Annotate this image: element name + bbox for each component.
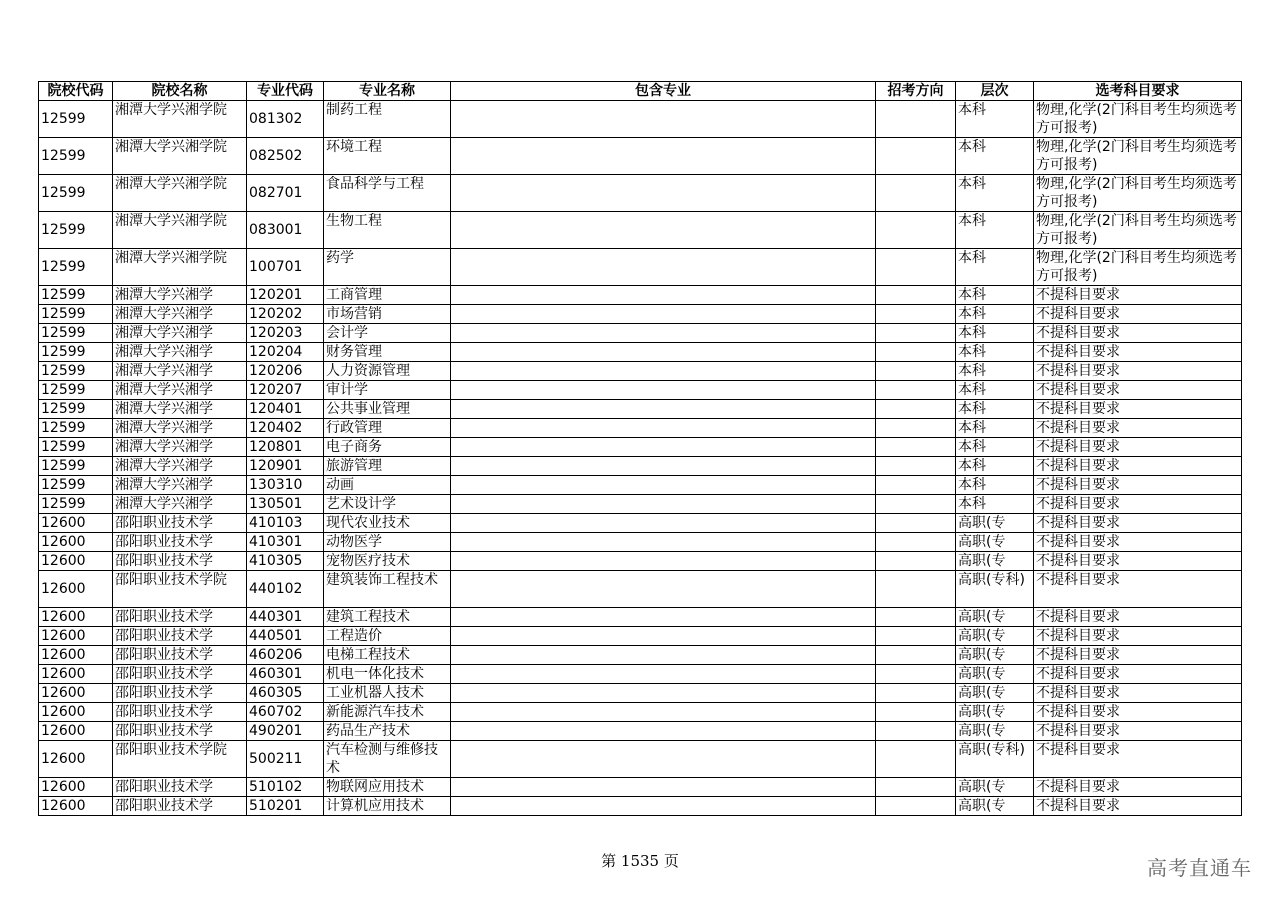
cell-level: 高职(专 [956, 797, 1034, 816]
cell-major-code: 120204 [247, 343, 324, 362]
cell-school-name: 邵阳职业技术学 [113, 552, 247, 571]
cell-school-name: 湘潭大学兴湘学院 [113, 175, 247, 212]
cell-level: 本科 [956, 419, 1034, 438]
cell-school-code: 12600 [39, 646, 113, 665]
cell-school-code: 12600 [39, 552, 113, 571]
table-row [39, 608, 1242, 627]
cell-school-name: 湘潭大学兴湘学院 [113, 249, 247, 286]
cell-included-majors [451, 722, 876, 741]
cell-subject-requirement: 不提科目要求 [1034, 684, 1242, 703]
cell-subject-requirement: 不提科目要求 [1034, 381, 1242, 400]
cell-major-name: 动物医学 [324, 533, 451, 552]
cell-direction [876, 138, 956, 175]
cell-major-code: 460305 [247, 684, 324, 703]
cell-major-code: 130310 [247, 476, 324, 495]
cell-included-majors [451, 684, 876, 703]
cell-major-name: 宠物医疗技术 [324, 552, 451, 571]
cell-direction [876, 646, 956, 665]
cell-major-code: 120203 [247, 324, 324, 343]
cell-direction [876, 797, 956, 816]
cell-school-code: 12600 [39, 703, 113, 722]
cell-subject-requirement: 不提科目要求 [1034, 797, 1242, 816]
cell-school-code: 12600 [39, 627, 113, 646]
cell-major-code: 120201 [247, 286, 324, 305]
cell-direction [876, 533, 956, 552]
col-header-major-code: 专业代码 [247, 82, 324, 101]
cell-major-code: 440301 [247, 608, 324, 627]
cell-subject-requirement: 不提科目要求 [1034, 362, 1242, 381]
cell-major-name: 药学 [324, 249, 451, 286]
cell-school-name: 邵阳职业技术学 [113, 665, 247, 684]
cell-level: 高职(专科) [956, 741, 1034, 778]
cell-major-code: 120202 [247, 305, 324, 324]
cell-level: 本科 [956, 138, 1034, 175]
cell-included-majors [451, 419, 876, 438]
cell-school-code: 12600 [39, 684, 113, 703]
cell-direction [876, 665, 956, 684]
cell-school-code: 12599 [39, 138, 113, 175]
cell-school-name: 湘潭大学兴湘学 [113, 495, 247, 514]
cell-direction [876, 212, 956, 249]
table-row [39, 286, 1242, 305]
cell-direction [876, 684, 956, 703]
cell-school-code: 12599 [39, 212, 113, 249]
cell-level: 高职(专 [956, 552, 1034, 571]
cell-included-majors [451, 457, 876, 476]
cell-school-name: 邵阳职业技术学 [113, 646, 247, 665]
cell-direction [876, 778, 956, 797]
cell-subject-requirement: 不提科目要求 [1034, 457, 1242, 476]
cell-direction [876, 476, 956, 495]
cell-direction [876, 381, 956, 400]
cell-school-name: 邵阳职业技术学 [113, 722, 247, 741]
cell-major-name: 新能源汽车技术 [324, 703, 451, 722]
cell-major-name: 公共事业管理 [324, 400, 451, 419]
cell-included-majors [451, 476, 876, 495]
cell-school-name: 湘潭大学兴湘学 [113, 400, 247, 419]
cell-major-name: 现代农业技术 [324, 514, 451, 533]
table-row [39, 138, 1242, 175]
cell-subject-requirement: 不提科目要求 [1034, 646, 1242, 665]
cell-school-code: 12600 [39, 514, 113, 533]
cell-school-code: 12599 [39, 438, 113, 457]
col-header-major-name: 专业名称 [324, 82, 451, 101]
cell-level: 高职(专 [956, 514, 1034, 533]
cell-major-name: 电子商务 [324, 438, 451, 457]
cell-school-name: 湘潭大学兴湘学 [113, 343, 247, 362]
cell-major-name: 机电一体化技术 [324, 665, 451, 684]
table-row [39, 476, 1242, 495]
cell-included-majors [451, 286, 876, 305]
cell-included-majors [451, 305, 876, 324]
cell-school-code: 12599 [39, 249, 113, 286]
cell-included-majors [451, 138, 876, 175]
table-row [39, 665, 1242, 684]
cell-direction [876, 286, 956, 305]
cell-major-name: 建筑工程技术 [324, 608, 451, 627]
cell-direction [876, 419, 956, 438]
cell-major-name: 建筑装饰工程技术 [324, 571, 451, 608]
table-row [39, 552, 1242, 571]
cell-subject-requirement: 不提科目要求 [1034, 476, 1242, 495]
cell-major-code: 083001 [247, 212, 324, 249]
cell-school-name: 邵阳职业技术学 [113, 514, 247, 533]
table-row [39, 381, 1242, 400]
cell-included-majors [451, 514, 876, 533]
cell-major-name: 物联网应用技术 [324, 778, 451, 797]
cell-major-code: 100701 [247, 249, 324, 286]
cell-school-code: 12599 [39, 305, 113, 324]
cell-school-code: 12599 [39, 286, 113, 305]
cell-major-code: 410305 [247, 552, 324, 571]
cell-included-majors [451, 646, 876, 665]
cell-direction [876, 324, 956, 343]
table-row [39, 684, 1242, 703]
cell-major-code: 490201 [247, 722, 324, 741]
cell-subject-requirement: 不提科目要求 [1034, 608, 1242, 627]
cell-level: 高职(专 [956, 778, 1034, 797]
cell-subject-requirement: 不提科目要求 [1034, 419, 1242, 438]
cell-subject-requirement: 不提科目要求 [1034, 343, 1242, 362]
cell-major-name: 工商管理 [324, 286, 451, 305]
cell-major-name: 市场营销 [324, 305, 451, 324]
cell-major-code: 410103 [247, 514, 324, 533]
cell-subject-requirement: 不提科目要求 [1034, 324, 1242, 343]
cell-subject-requirement: 物理,化学(2门科目考生均须选考方可报考) [1034, 175, 1242, 212]
cell-level: 本科 [956, 249, 1034, 286]
cell-included-majors [451, 552, 876, 571]
cell-direction [876, 608, 956, 627]
cell-school-code: 12600 [39, 665, 113, 684]
cell-included-majors [451, 741, 876, 778]
col-header-direction: 招考方向 [876, 82, 956, 101]
cell-major-name: 旅游管理 [324, 457, 451, 476]
cell-major-name: 动画 [324, 476, 451, 495]
cell-major-code: 130501 [247, 495, 324, 514]
cell-level: 本科 [956, 457, 1034, 476]
cell-direction [876, 400, 956, 419]
cell-subject-requirement: 不提科目要求 [1034, 627, 1242, 646]
cell-major-code: 500211 [247, 741, 324, 778]
table-row [39, 722, 1242, 741]
cell-included-majors [451, 101, 876, 138]
cell-subject-requirement: 不提科目要求 [1034, 665, 1242, 684]
cell-major-code: 510102 [247, 778, 324, 797]
cell-subject-requirement: 物理,化学(2门科目考生均须选考方可报考) [1034, 138, 1242, 175]
cell-school-name: 邵阳职业技术学 [113, 778, 247, 797]
cell-major-code: 410301 [247, 533, 324, 552]
cell-school-name: 邵阳职业技术学 [113, 797, 247, 816]
cell-major-code: 082701 [247, 175, 324, 212]
cell-subject-requirement: 不提科目要求 [1034, 286, 1242, 305]
cell-direction [876, 495, 956, 514]
cell-level: 本科 [956, 476, 1034, 495]
cell-included-majors [451, 703, 876, 722]
cell-major-name: 电梯工程技术 [324, 646, 451, 665]
table-row [39, 646, 1242, 665]
cell-direction [876, 552, 956, 571]
cell-direction [876, 457, 956, 476]
cell-direction [876, 514, 956, 533]
cell-school-code: 12599 [39, 400, 113, 419]
cell-school-code: 12599 [39, 381, 113, 400]
cell-major-name: 汽车检测与维修技术 [324, 741, 451, 778]
cell-major-code: 120901 [247, 457, 324, 476]
cell-direction [876, 703, 956, 722]
table-row [39, 741, 1242, 778]
cell-school-name: 邵阳职业技术学 [113, 684, 247, 703]
cell-subject-requirement: 物理,化学(2门科目考生均须选考方可报考) [1034, 212, 1242, 249]
cell-school-code: 12599 [39, 457, 113, 476]
cell-major-name: 计算机应用技术 [324, 797, 451, 816]
cell-school-name: 湘潭大学兴湘学 [113, 362, 247, 381]
cell-included-majors [451, 175, 876, 212]
cell-school-code: 12600 [39, 608, 113, 627]
cell-major-code: 460206 [247, 646, 324, 665]
cell-school-name: 湘潭大学兴湘学 [113, 419, 247, 438]
cell-major-code: 120207 [247, 381, 324, 400]
cell-level: 高职(专科) [956, 571, 1034, 608]
table-row [39, 778, 1242, 797]
cell-school-name: 湘潭大学兴湘学 [113, 324, 247, 343]
cell-school-code: 12599 [39, 419, 113, 438]
cell-major-code: 120402 [247, 419, 324, 438]
cell-subject-requirement: 不提科目要求 [1034, 495, 1242, 514]
cell-subject-requirement: 不提科目要求 [1034, 438, 1242, 457]
table-row [39, 571, 1242, 608]
cell-school-code: 12600 [39, 533, 113, 552]
cell-direction [876, 438, 956, 457]
col-header-school-code: 院校代码 [39, 82, 113, 101]
col-header-subject-requirement: 选考科目要求 [1034, 82, 1242, 101]
cell-subject-requirement: 不提科目要求 [1034, 514, 1242, 533]
cell-subject-requirement: 物理,化学(2门科目考生均须选考方可报考) [1034, 249, 1242, 286]
cell-direction [876, 362, 956, 381]
cell-school-name: 邵阳职业技术学院 [113, 741, 247, 778]
cell-level: 本科 [956, 438, 1034, 457]
cell-subject-requirement: 不提科目要求 [1034, 552, 1242, 571]
cell-school-name: 湘潭大学兴湘学 [113, 286, 247, 305]
cell-major-name: 工业机器人技术 [324, 684, 451, 703]
cell-level: 高职(专 [956, 608, 1034, 627]
cell-school-name: 湘潭大学兴湘学 [113, 438, 247, 457]
table-body [39, 101, 1242, 816]
cell-major-code: 082502 [247, 138, 324, 175]
cell-major-code: 120401 [247, 400, 324, 419]
cell-level: 本科 [956, 286, 1034, 305]
cell-included-majors [451, 212, 876, 249]
cell-level: 高职(专 [956, 722, 1034, 741]
cell-major-code: 460301 [247, 665, 324, 684]
cell-school-name: 邵阳职业技术学 [113, 703, 247, 722]
table-row [39, 438, 1242, 457]
cell-school-code: 12599 [39, 476, 113, 495]
cell-school-code: 12599 [39, 101, 113, 138]
cell-school-name: 湘潭大学兴湘学院 [113, 138, 247, 175]
cell-included-majors [451, 797, 876, 816]
table-row [39, 495, 1242, 514]
cell-level: 本科 [956, 381, 1034, 400]
cell-school-name: 邵阳职业技术学 [113, 533, 247, 552]
table-row [39, 419, 1242, 438]
cell-included-majors [451, 362, 876, 381]
table-row [39, 362, 1242, 381]
cell-major-name: 会计学 [324, 324, 451, 343]
cell-school-code: 12599 [39, 343, 113, 362]
cell-school-code: 12600 [39, 571, 113, 608]
cell-major-code: 440501 [247, 627, 324, 646]
cell-major-name: 审计学 [324, 381, 451, 400]
cell-major-name: 艺术设计学 [324, 495, 451, 514]
cell-school-name: 湘潭大学兴湘学院 [113, 101, 247, 138]
cell-subject-requirement: 不提科目要求 [1034, 400, 1242, 419]
cell-subject-requirement: 不提科目要求 [1034, 305, 1242, 324]
cell-subject-requirement: 不提科目要求 [1034, 533, 1242, 552]
cell-school-name: 湘潭大学兴湘学 [113, 381, 247, 400]
admission-table [38, 81, 1242, 816]
cell-school-name: 湘潭大学兴湘学 [113, 457, 247, 476]
cell-level: 高职(专 [956, 627, 1034, 646]
cell-subject-requirement: 不提科目要求 [1034, 571, 1242, 608]
cell-level: 本科 [956, 400, 1034, 419]
cell-level: 本科 [956, 212, 1034, 249]
table-row [39, 101, 1242, 138]
cell-direction [876, 175, 956, 212]
cell-school-code: 12599 [39, 175, 113, 212]
cell-direction [876, 741, 956, 778]
cell-subject-requirement: 物理,化学(2门科目考生均须选考方可报考) [1034, 101, 1242, 138]
cell-level: 高职(专 [956, 665, 1034, 684]
cell-included-majors [451, 400, 876, 419]
cell-subject-requirement: 不提科目要求 [1034, 741, 1242, 778]
cell-included-majors [451, 324, 876, 343]
cell-subject-requirement: 不提科目要求 [1034, 722, 1242, 741]
col-header-included-majors: 包含专业 [451, 82, 876, 101]
cell-subject-requirement: 不提科目要求 [1034, 778, 1242, 797]
cell-school-code: 12599 [39, 362, 113, 381]
cell-level: 高职(专 [956, 684, 1034, 703]
cell-school-code: 12600 [39, 722, 113, 741]
cell-major-name: 人力资源管理 [324, 362, 451, 381]
table-header-row [39, 82, 1242, 101]
cell-school-name: 湘潭大学兴湘学 [113, 305, 247, 324]
cell-level: 高职(专 [956, 703, 1034, 722]
cell-level: 本科 [956, 362, 1034, 381]
cell-school-name: 湘潭大学兴湘学 [113, 476, 247, 495]
cell-included-majors [451, 495, 876, 514]
table-row [39, 400, 1242, 419]
page-number: 第 1535 页 [601, 852, 679, 870]
cell-direction [876, 101, 956, 138]
table-row [39, 305, 1242, 324]
cell-major-name: 行政管理 [324, 419, 451, 438]
cell-school-code: 12600 [39, 741, 113, 778]
cell-included-majors [451, 627, 876, 646]
cell-level: 本科 [956, 495, 1034, 514]
table-row [39, 797, 1242, 816]
table-row [39, 175, 1242, 212]
table-row [39, 249, 1242, 286]
cell-major-code: 081302 [247, 101, 324, 138]
cell-major-name: 环境工程 [324, 138, 451, 175]
cell-level: 本科 [956, 324, 1034, 343]
cell-school-name: 邵阳职业技术学 [113, 608, 247, 627]
table-row [39, 627, 1242, 646]
cell-included-majors [451, 571, 876, 608]
cell-school-name: 邵阳职业技术学 [113, 627, 247, 646]
cell-major-code: 510201 [247, 797, 324, 816]
cell-included-majors [451, 343, 876, 362]
cell-school-code: 12600 [39, 797, 113, 816]
cell-major-code: 440102 [247, 571, 324, 608]
table-row [39, 533, 1242, 552]
cell-level: 高职(专 [956, 646, 1034, 665]
cell-major-name: 药品生产技术 [324, 722, 451, 741]
cell-level: 本科 [956, 175, 1034, 212]
cell-level: 本科 [956, 343, 1034, 362]
table-row [39, 343, 1242, 362]
table-row [39, 324, 1242, 343]
col-header-school-name: 院校名称 [113, 82, 247, 101]
cell-direction [876, 627, 956, 646]
table-row [39, 703, 1242, 722]
col-header-level: 层次 [956, 82, 1034, 101]
cell-school-name: 湘潭大学兴湘学院 [113, 212, 247, 249]
cell-major-code: 460702 [247, 703, 324, 722]
cell-school-code: 12599 [39, 495, 113, 514]
cell-direction [876, 722, 956, 741]
table-row [39, 457, 1242, 476]
cell-major-name: 生物工程 [324, 212, 451, 249]
cell-included-majors [451, 533, 876, 552]
table-row [39, 514, 1242, 533]
cell-level: 高职(专 [956, 533, 1034, 552]
cell-school-code: 12599 [39, 324, 113, 343]
cell-included-majors [451, 381, 876, 400]
cell-major-code: 120801 [247, 438, 324, 457]
cell-level: 本科 [956, 101, 1034, 138]
cell-included-majors [451, 608, 876, 627]
cell-school-code: 12600 [39, 778, 113, 797]
table-row [39, 212, 1242, 249]
cell-direction [876, 249, 956, 286]
cell-subject-requirement: 不提科目要求 [1034, 703, 1242, 722]
cell-included-majors [451, 778, 876, 797]
watermark: 高考直通车 [1147, 856, 1252, 880]
cell-included-majors [451, 249, 876, 286]
cell-included-majors [451, 438, 876, 457]
cell-major-name: 财务管理 [324, 343, 451, 362]
cell-major-name: 工程造价 [324, 627, 451, 646]
cell-included-majors [451, 665, 876, 684]
cell-major-name: 食品科学与工程 [324, 175, 451, 212]
cell-direction [876, 305, 956, 324]
cell-level: 本科 [956, 305, 1034, 324]
cell-school-name: 邵阳职业技术学院 [113, 571, 247, 608]
cell-major-code: 120206 [247, 362, 324, 381]
cell-direction [876, 571, 956, 608]
cell-major-name: 制药工程 [324, 101, 451, 138]
cell-direction [876, 343, 956, 362]
